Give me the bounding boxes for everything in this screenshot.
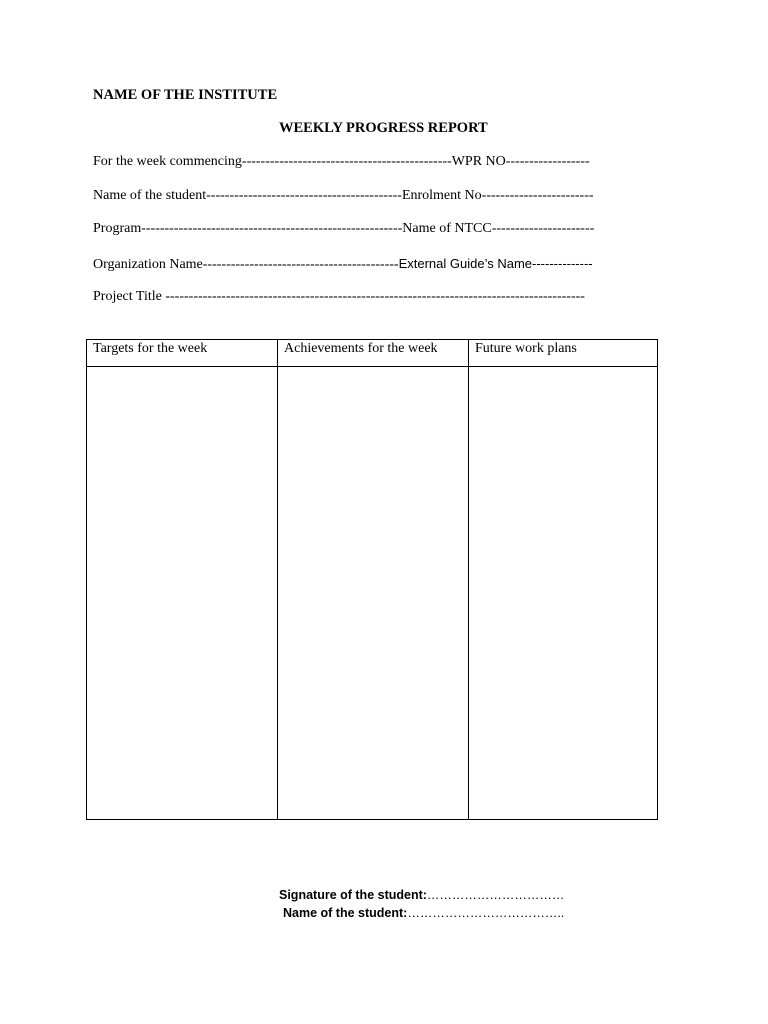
column-header-targets: Targets for the week: [87, 340, 278, 367]
project-title-field: Project Title ------------------------------------------------------------------------------------------: [93, 289, 585, 304]
institute-name-heading: NAME OF THE INSTITUTE: [93, 87, 278, 103]
student-signature-label: Signature of the student:: [279, 888, 427, 902]
external-guide-label: External Guide’s Name--------------: [398, 256, 593, 271]
progress-table: [86, 339, 658, 820]
table-header-row: [87, 340, 658, 367]
student-name-label: Name of the student:: [283, 906, 408, 920]
organization-label: Organization Name------------------------------------------: [93, 257, 399, 272]
targets-cell: [87, 367, 278, 820]
column-header-achievements: Achievements for the week: [278, 340, 469, 367]
organization-field: [93, 256, 593, 273]
table-body-row: [87, 367, 658, 820]
report-title: WEEKLY PROGRESS REPORT: [279, 120, 488, 136]
student-signature-dots: ……………………………: [426, 888, 565, 902]
week-commencing-field: For the week commencing---------------------------------------------WPR NO------------------: [93, 154, 590, 169]
achievements-cell: [278, 367, 469, 820]
student-name-dots: ………………………………..: [407, 906, 565, 920]
student-name-field: Name of the student------------------------------------------Enrolment No------------------------: [93, 188, 594, 203]
student-name-line: [283, 906, 564, 920]
column-header-future-plans: Future work plans: [469, 340, 658, 367]
program-field: Program--------------------------------------------------------Name of NTCC----------------------: [93, 221, 595, 236]
student-signature-line: [279, 888, 564, 902]
future-plans-cell: [469, 367, 658, 820]
